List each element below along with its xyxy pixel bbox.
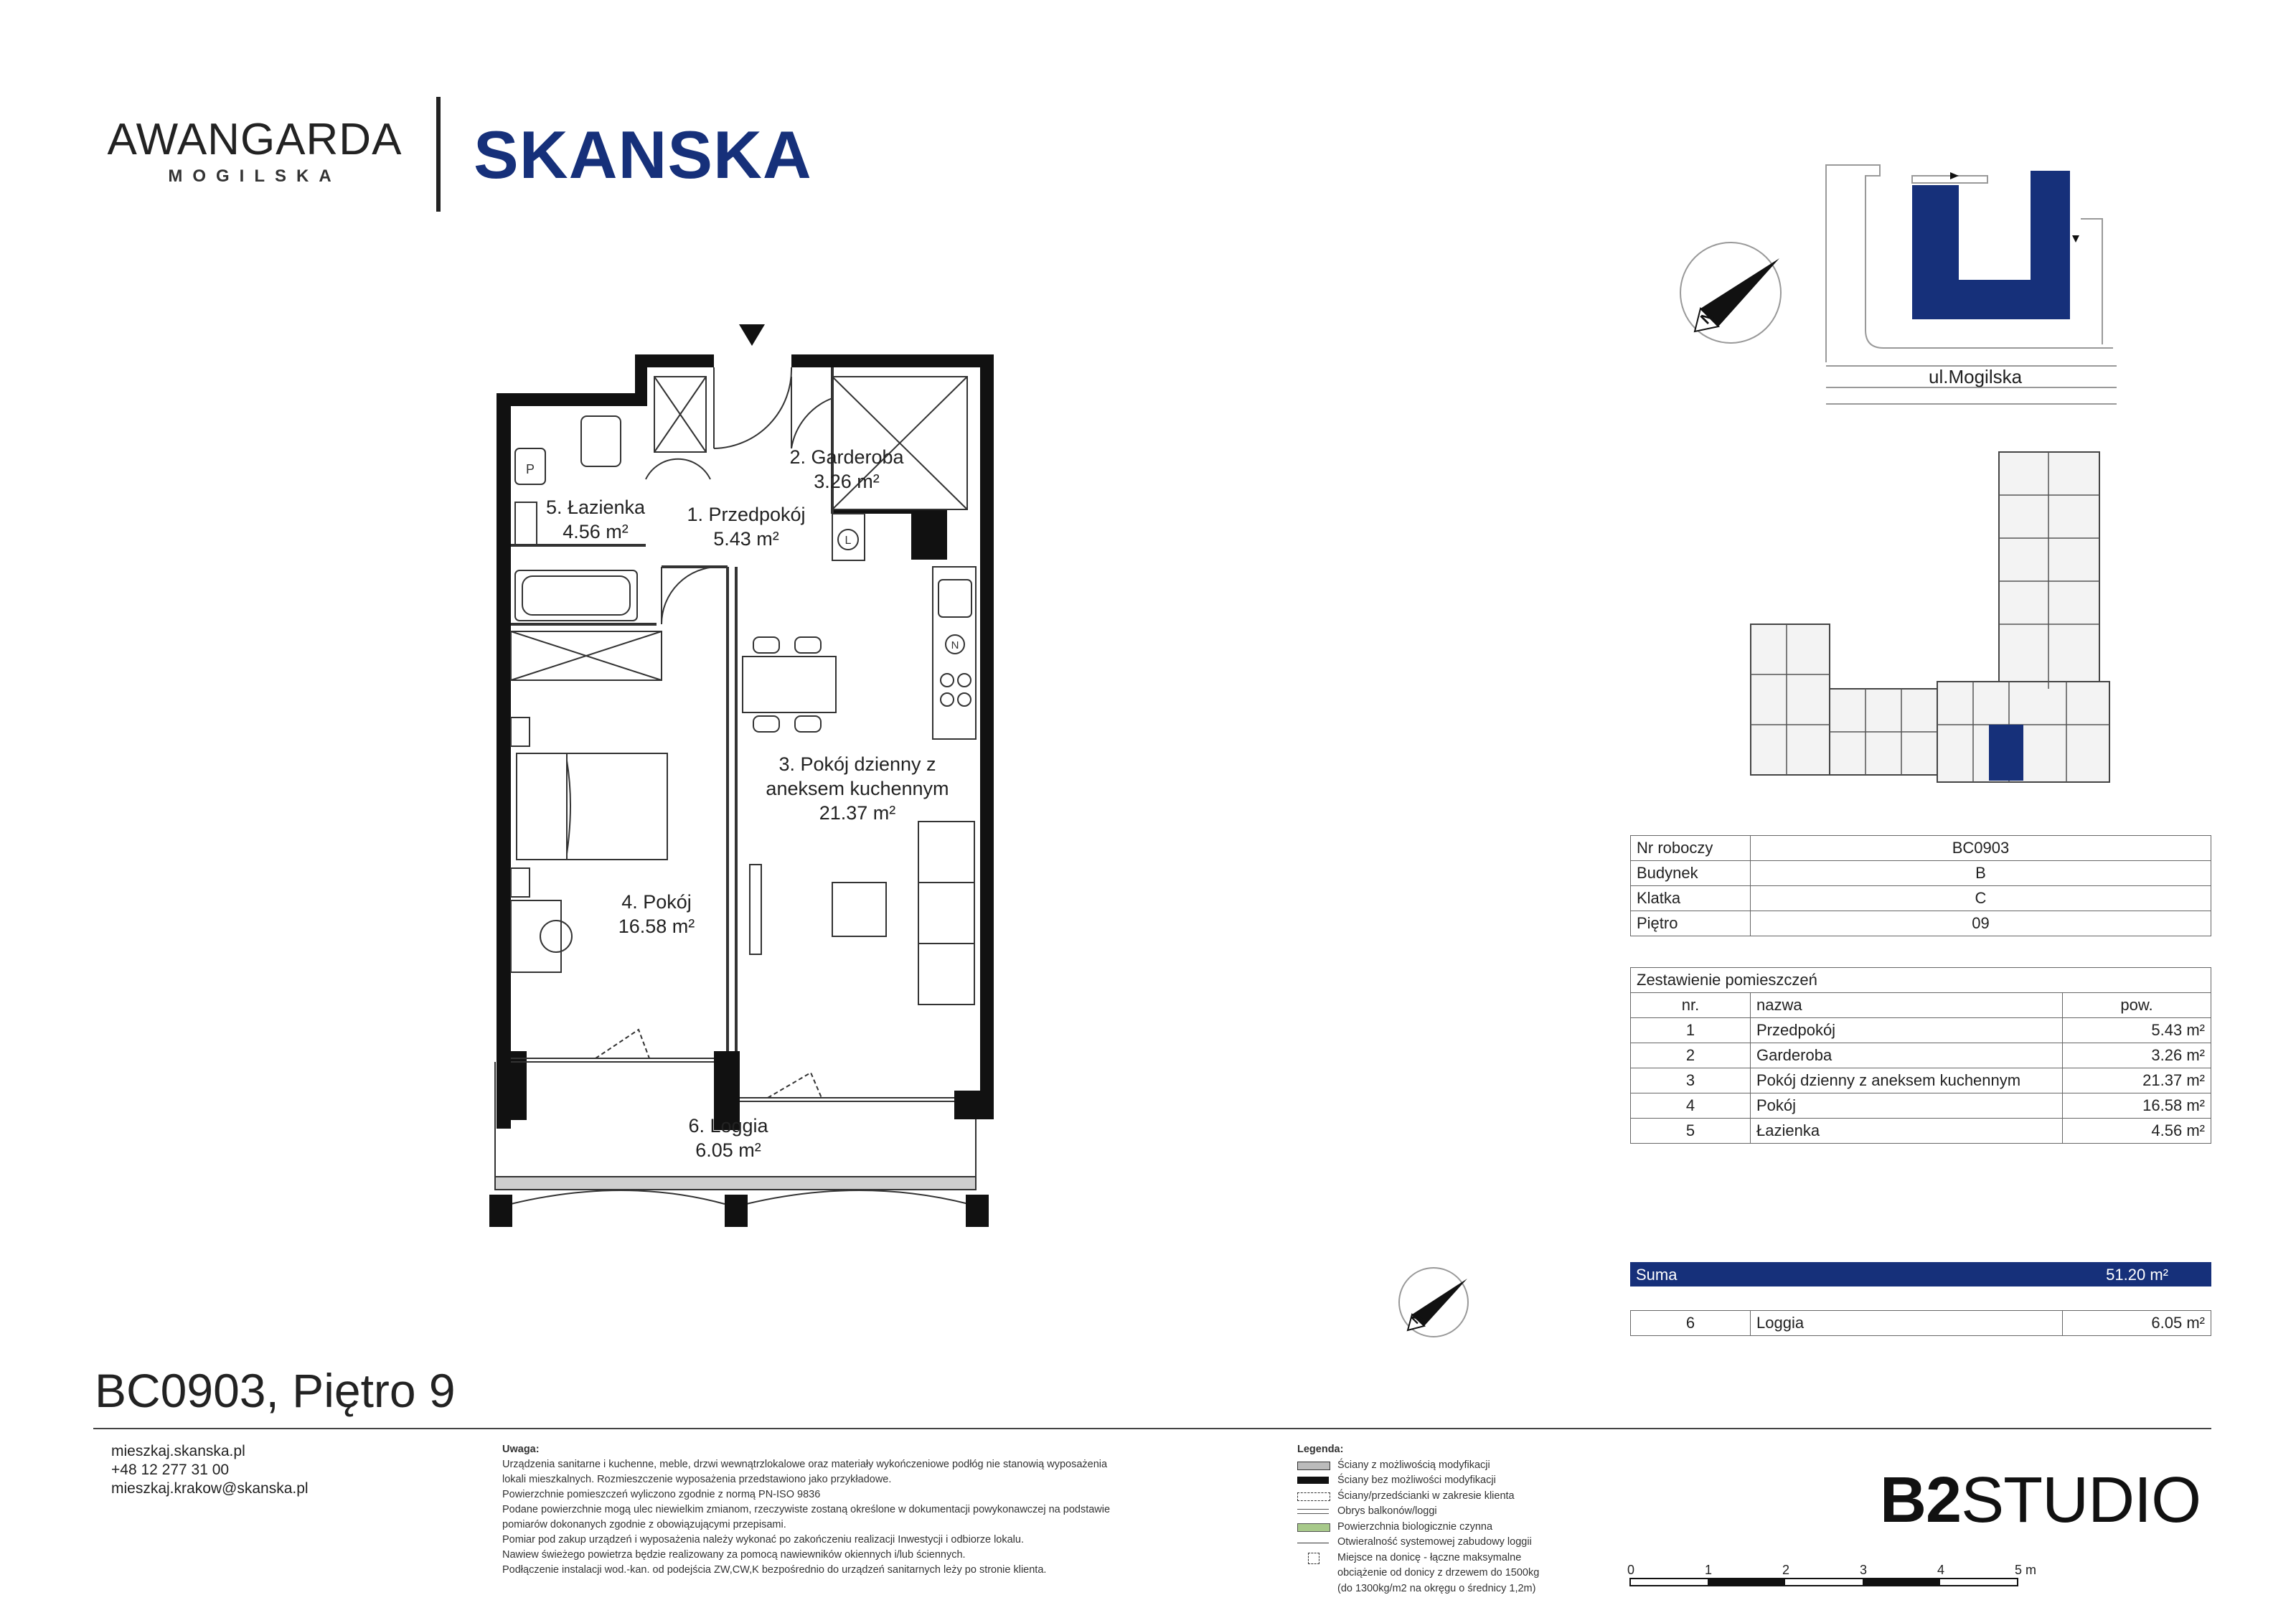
scale-tick: 1 xyxy=(1705,1563,1713,1577)
legend-item: (do 1300kg/m2 na okręgu o średnicy 1,2m) xyxy=(1337,1582,1536,1594)
legend-item: Ściany/przedścianki w zakresie klienta xyxy=(1297,1489,1539,1505)
scale-tick: 0 xyxy=(1627,1563,1635,1577)
symbol-p: P xyxy=(525,462,535,476)
room-label-loggia: 6. Loggia 6.05 m² xyxy=(688,1115,768,1161)
table-row: 3 Pokój dzienny z aneksem kuchennym 21.37 m² xyxy=(1631,1068,2211,1093)
table-title-row: Zestawienie pomieszczeń xyxy=(1631,968,2211,993)
skanska-logo: SKANSKA xyxy=(474,117,812,192)
project-subname: MOGILSKA xyxy=(168,166,342,186)
table-row: 6 Loggia 6.05 m² xyxy=(1631,1311,2211,1336)
divider xyxy=(93,1428,2211,1429)
symbol-n: N xyxy=(951,639,959,651)
scale-tick: 4 xyxy=(1937,1563,1945,1577)
legend-item: Obrys balkonów/loggi xyxy=(1297,1504,1539,1520)
legend-item: Powierzchnia biologicznie czynna xyxy=(1297,1520,1539,1535)
legend-item: Ściany z możliwością modyfikacji xyxy=(1297,1458,1539,1474)
scale-tick: 3 xyxy=(1860,1563,1868,1577)
compass-bottom xyxy=(1392,1266,1478,1338)
legend-item: Ściany bez możliwości modyfikacji xyxy=(1297,1473,1539,1489)
symbol-l: L xyxy=(844,535,852,547)
outer-walls xyxy=(497,354,994,1130)
contact-phone[interactable]: +48 12 277 31 00 xyxy=(111,1462,230,1478)
room-label-lazienka: 5. Łazienka 4.56 m² xyxy=(545,497,646,542)
legend: Legenda: Ściany z możliwością modyfikacji Ściany bez możliwości modyfikacji Ściany/przedścianki w zakresie klienta Obrys balkonów/loggi Powierzchnia biologicznie czynna Otwieralność systemowej zabudowy loggii Miejsce na donicę - łączne maksymalne obciążenie od donicy z drzewem do 1500kg (do 1300kg/m2 na okręgu o średnicy 1,2m) xyxy=(1297,1442,1539,1596)
b2studio-logo: B2STUDIO xyxy=(1880,1464,2201,1536)
sum-value: 51.20 m² xyxy=(2106,1266,2168,1284)
table-row: Piętro 09 xyxy=(1631,911,2211,936)
scale-bar xyxy=(1622,1571,2038,1593)
rooms-table xyxy=(1630,967,2211,1144)
apartment-info-table xyxy=(1630,835,2211,936)
table-row: Nr roboczy BC0903 xyxy=(1631,836,2211,861)
contact-block xyxy=(111,1442,309,1498)
compass-bottom-letter: N xyxy=(1408,1309,1426,1327)
compass-top-letter: N xyxy=(1696,306,1718,328)
table-row: Klatka C xyxy=(1631,886,2211,911)
street-name: ul.Mogilska xyxy=(1929,366,2023,387)
room-label-garderoba: 2. Garderoba 3.26 m² xyxy=(789,446,904,492)
dining-table xyxy=(743,637,836,732)
kitchen xyxy=(832,514,976,739)
living-furniture xyxy=(750,822,974,1005)
loggia-table xyxy=(1630,1310,2211,1336)
contact-email[interactable]: mieszkaj.krakow@skanska.pl xyxy=(111,1480,309,1497)
room-label-pokoj-dzienny: 3. Pokój dzienny z aneksem kuchennym 21.37 m² xyxy=(766,753,949,824)
legend-item: Otwieralność systemowej zabudowy loggii xyxy=(1297,1535,1539,1551)
contact-website[interactable]: mieszkaj.skanska.pl xyxy=(111,1443,245,1459)
logo-divider xyxy=(436,97,441,212)
site-plan xyxy=(1665,158,2138,416)
apartment-highlight xyxy=(1989,725,2023,781)
legend-item: Miejsce na donicę - łączne maksymalne xyxy=(1297,1551,1539,1566)
sum-label: Suma xyxy=(1636,1266,1678,1284)
table-row: Budynek B xyxy=(1631,861,2211,886)
scale-tick: 5 m xyxy=(2015,1563,2037,1577)
scale-tick: 2 xyxy=(1782,1563,1790,1577)
building-key-plan xyxy=(1736,445,2138,796)
legend-item: obciążenie od donicy z drzewem do 1500kg xyxy=(1337,1567,1540,1579)
entrance-arrow-icon xyxy=(739,324,765,346)
room-label-pokoj: 4. Pokój 16.58 m² xyxy=(618,891,695,937)
note-block: Uwaga: Urządzenia sanitarne i kuchenne, meble, drzwi wewnątrzlokalowe oraz materiały wykończeniowe podłóg nie stanowią wyposażenia lokali mieszkalnych. Rozmieszczenie wyposażenia przedstawiono jako przykładowe. Powierzchnie pomieszczeń wyliczono zgodnie z normą PN-ISO 9836 Podane powierzchnie mogą ulec niewielkim zmianom, rzeczywiste zostaną określone w dokumentacji powykonawczej na podstawie pomiarów dokonanych zgodnie z obowiązującymi przepisami. Pomiar pod zakup urządzeń i wyposażenia należy wykonać po zakończeniu realizacji Inwestycji i odbiorze lokalu. Nawiew świeżego powietrza będzie realizowany za pomocą nawiewników okiennych i/lub ściennych. Podłączenie instalacji wod.-kan. od podejścia ZW,CW,K bezpośrednio do urządzeń sanitarnych leży po stronie klienta. xyxy=(502,1444,1111,1576)
loggia-posts xyxy=(489,1195,989,1227)
project-name: AWANGARDA xyxy=(107,115,403,164)
awangarda-logo xyxy=(100,115,409,187)
table-row: 5 Łazienka 4.56 m² xyxy=(1631,1119,2211,1144)
table-row: 1 Przedpokój 5.43 m² xyxy=(1631,1018,2211,1043)
table-header-row: nr. nazwa pow. xyxy=(1631,993,2211,1018)
sum-bar xyxy=(1630,1262,2211,1286)
page-title: BC0903, Piętro 9 xyxy=(95,1364,456,1417)
room-label-przedpokoj: 1. Przedpokój 5.43 m² xyxy=(687,504,806,550)
table-row: 2 Garderoba 3.26 m² xyxy=(1631,1043,2211,1068)
table-row: 4 Pokój 16.58 m² xyxy=(1631,1093,2211,1119)
